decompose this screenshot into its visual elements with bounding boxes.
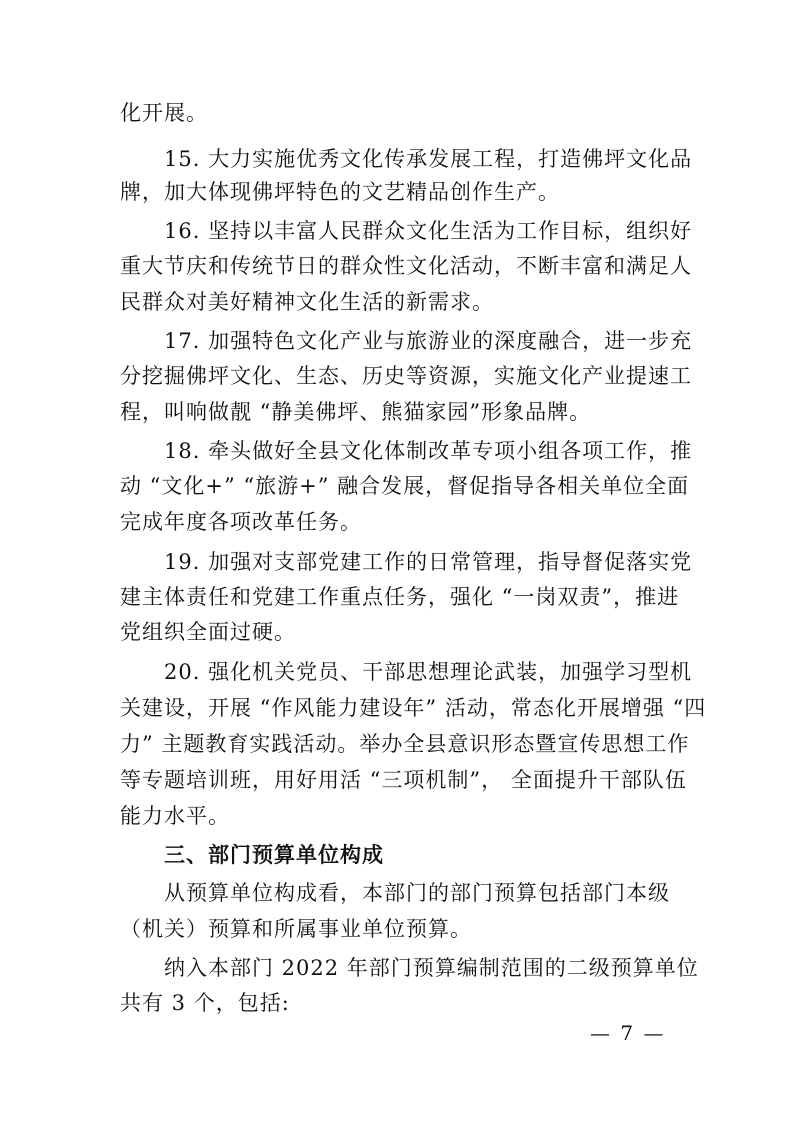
- text-line: 完成年度各项改革任务。: [120, 510, 362, 534]
- text-line: 共有 3 个，包括:: [120, 991, 290, 1015]
- text-line: 分挖掘佛坪文化、生态、历史等资源，实施文化产业提速工: [120, 364, 692, 388]
- text-line: 重大节庆和传统节日的群众性文化活动，不断丰富和满足人: [120, 254, 692, 278]
- text-line: 15. 大力实施优秀文化传承发展工程，打造佛坪文化品: [164, 147, 693, 171]
- text-line: 19. 加强对支部党建工作的日常管理，指导督促落实党: [164, 550, 693, 574]
- text-line: 17. 加强特色文化产业与旅游业的深度融合，进一步充: [164, 329, 693, 353]
- text-line: 18. 牵头做好全县文化体制改革专项小组各项工作，推: [164, 439, 693, 463]
- text-line: 党组织全面过硬。: [120, 620, 296, 644]
- text-line: 能力水平。: [120, 804, 230, 828]
- text-line: （机关）预算和所属事业单位预算。: [120, 917, 472, 941]
- text-line: 20. 强化机关党员、干部思想理论武装，加强学习型机: [164, 660, 693, 684]
- text-line: 化开展。: [120, 101, 208, 125]
- text-line: 民群众对美好精神文化生活的新需求。: [120, 290, 494, 314]
- text-line: 力” 主题教育实践活动。举办全县意识形态暨宣传思想工作: [120, 732, 690, 756]
- text-line: 从预算单位构成看，本部门的部门预算包括部门本级: [164, 881, 670, 905]
- text-line: 建主体责任和党建工作重点任务，强化 “一岗双责”，推进: [120, 585, 680, 609]
- section-heading: 三、部门预算单位构成: [164, 843, 384, 867]
- text-line: 牌，加大体现佛坪特色的文艺精品创作生产。: [120, 180, 560, 204]
- text-line: 纳入本部门 2022 年部门预算编制范围的二级预算单位: [164, 956, 699, 980]
- text-line: 关建设，开展 “作风能力建设年” 活动，常态化开展增强 “四: [120, 696, 707, 720]
- text-line: 程，叫响做靓 “静美佛坪、熊猫家园”形象品牌。: [120, 400, 592, 424]
- text-line: 动 “文化+” “旅游+” 融合发展，督促指导各相关单位全面: [120, 474, 690, 498]
- page-number: — 7 —: [590, 1021, 666, 1045]
- text-line: 16. 坚持以丰富人民群众文化生活为工作目标，组织好: [164, 219, 693, 243]
- text-line: 等专题培训班，用好用活 “三项机制”， 全面提升干部队伍: [120, 768, 687, 792]
